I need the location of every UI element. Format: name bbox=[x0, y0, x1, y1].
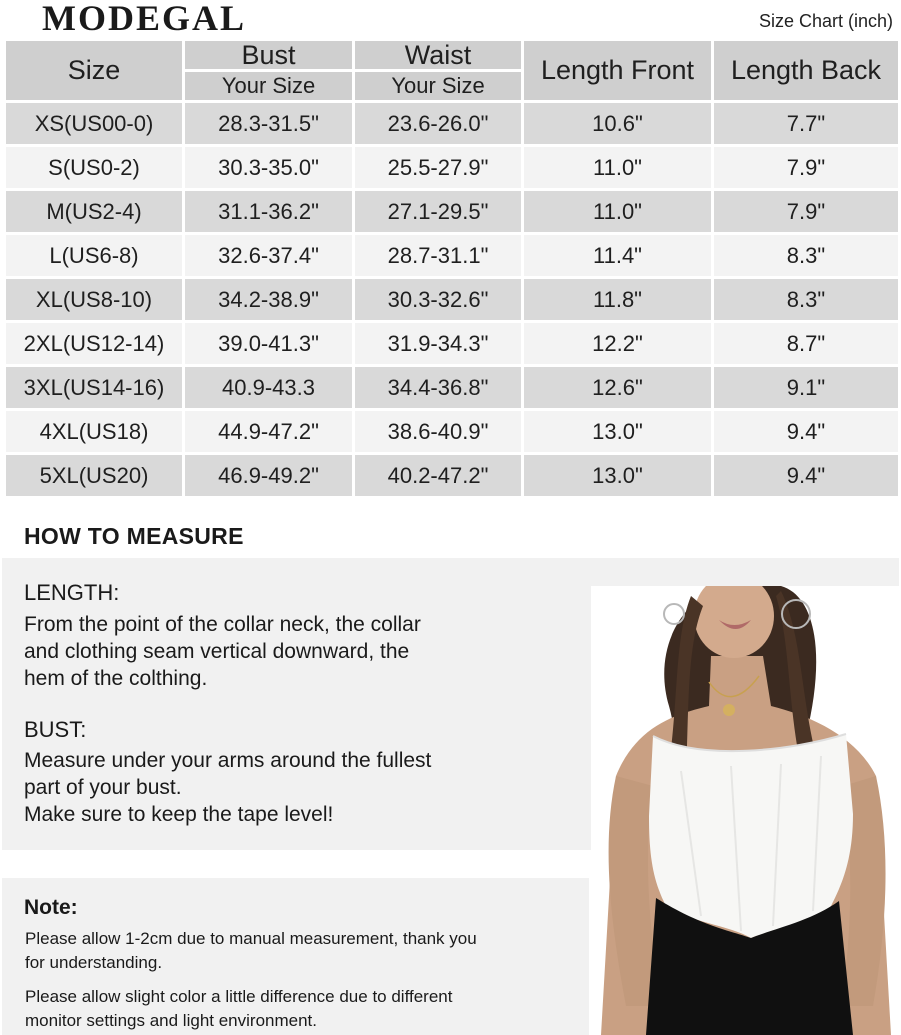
header-length-back: Length Back bbox=[714, 41, 898, 100]
bust-title: BUST: bbox=[24, 717, 87, 742]
cell-back: 9.4" bbox=[714, 411, 898, 452]
cell-bust: 31.1-36.2" bbox=[185, 191, 352, 232]
cell-back: 8.7" bbox=[714, 323, 898, 364]
cell-waist: 25.5-27.9" bbox=[355, 147, 521, 188]
cell-back: 7.9" bbox=[714, 147, 898, 188]
bust-line: Measure under your arms around the fullest bbox=[24, 749, 432, 772]
cell-waist: 27.1-29.5" bbox=[355, 191, 521, 232]
cell-size: 3XL(US14-16) bbox=[6, 367, 182, 408]
cell-front: 12.2" bbox=[524, 323, 711, 364]
header-waist-sub: Your Size bbox=[355, 72, 521, 100]
table-row bbox=[6, 235, 898, 276]
length-title: LENGTH: bbox=[24, 580, 120, 605]
cell-front: 13.0" bbox=[524, 455, 711, 496]
table-row bbox=[6, 367, 898, 408]
cell-bust: 34.2-38.9" bbox=[185, 279, 352, 320]
header-size: Size bbox=[6, 41, 182, 100]
note-line: for understanding. bbox=[25, 953, 163, 972]
cell-back: 9.4" bbox=[714, 455, 898, 496]
table-row bbox=[6, 147, 898, 188]
cell-size: 4XL(US18) bbox=[6, 411, 182, 452]
cell-front: 10.6" bbox=[524, 103, 711, 144]
how-to-measure-title: HOW TO MEASURE bbox=[24, 523, 244, 549]
cell-front: 12.6" bbox=[524, 367, 711, 408]
cell-back: 8.3" bbox=[714, 279, 898, 320]
cell-waist: 31.9-34.3" bbox=[355, 323, 521, 364]
size-chart-table bbox=[3, 38, 901, 499]
note-title: Note: bbox=[24, 896, 78, 919]
bust-description bbox=[24, 747, 431, 828]
header-length-front: Length Front bbox=[524, 41, 711, 100]
cell-bust: 46.9-49.2" bbox=[185, 455, 352, 496]
cell-waist: 30.3-32.6" bbox=[355, 279, 521, 320]
cell-bust: 30.3-35.0" bbox=[185, 147, 352, 188]
table-row bbox=[6, 323, 898, 364]
cell-size: 2XL(US12-14) bbox=[6, 323, 182, 364]
table-row bbox=[6, 103, 898, 144]
cell-size: S(US0-2) bbox=[6, 147, 182, 188]
cell-bust: 40.9-43.3 bbox=[185, 367, 352, 408]
note-paragraph-1 bbox=[25, 927, 477, 975]
cell-front: 11.8" bbox=[524, 279, 711, 320]
table-row bbox=[6, 191, 898, 232]
note-line: monitor settings and light environment. bbox=[25, 1011, 317, 1030]
header-waist: Waist bbox=[355, 41, 521, 69]
cell-front: 11.4" bbox=[524, 235, 711, 276]
cell-front: 13.0" bbox=[524, 411, 711, 452]
table-row bbox=[6, 411, 898, 452]
cell-bust: 32.6-37.4" bbox=[185, 235, 352, 276]
cell-waist: 38.6-40.9" bbox=[355, 411, 521, 452]
header-bust: Bust bbox=[185, 41, 352, 69]
table-row bbox=[6, 279, 898, 320]
cell-waist: 40.2-47.2" bbox=[355, 455, 521, 496]
cell-bust: 28.3-31.5" bbox=[185, 103, 352, 144]
cell-size: M(US2-4) bbox=[6, 191, 182, 232]
header-bust-sub: Your Size bbox=[185, 72, 352, 100]
brand-logo: MODEGAL bbox=[42, 0, 247, 38]
cell-waist: 28.7-31.1" bbox=[355, 235, 521, 276]
cell-back: 8.3" bbox=[714, 235, 898, 276]
cell-bust: 44.9-47.2" bbox=[185, 411, 352, 452]
chart-unit-label: Size Chart (inch) bbox=[758, 11, 893, 31]
size-rows bbox=[6, 103, 898, 496]
cell-bust: 39.0-41.3" bbox=[185, 323, 352, 364]
cell-size: XL(US8-10) bbox=[6, 279, 182, 320]
model-photo bbox=[591, 586, 901, 1035]
table-row bbox=[6, 455, 898, 496]
cell-size: L(US6-8) bbox=[6, 235, 182, 276]
cell-size: 5XL(US20) bbox=[6, 455, 182, 496]
cell-size: XS(US00-0) bbox=[6, 103, 182, 144]
cell-back: 7.7" bbox=[714, 103, 898, 144]
note-line: Please allow slight color a little difference due to different bbox=[25, 987, 453, 1006]
bust-line: Make sure to keep the tape level! bbox=[24, 803, 334, 826]
cell-back: 7.9" bbox=[714, 191, 898, 232]
cell-back: 9.1" bbox=[714, 367, 898, 408]
cell-waist: 34.4-36.8" bbox=[355, 367, 521, 408]
length-line: hem of the colthing. bbox=[24, 667, 208, 690]
length-description bbox=[24, 611, 421, 692]
note-line: Please allow 1-2cm due to manual measurement, thank you bbox=[25, 929, 477, 948]
cell-front: 11.0" bbox=[524, 147, 711, 188]
note-paragraph-2 bbox=[25, 985, 452, 1033]
length-line: and clothing seam vertical downward, the bbox=[24, 640, 410, 663]
length-line: From the point of the collar neck, the collar bbox=[24, 613, 421, 636]
bust-line: part of your bust. bbox=[24, 776, 182, 799]
cell-front: 11.0" bbox=[524, 191, 711, 232]
cell-waist: 23.6-26.0" bbox=[355, 103, 521, 144]
